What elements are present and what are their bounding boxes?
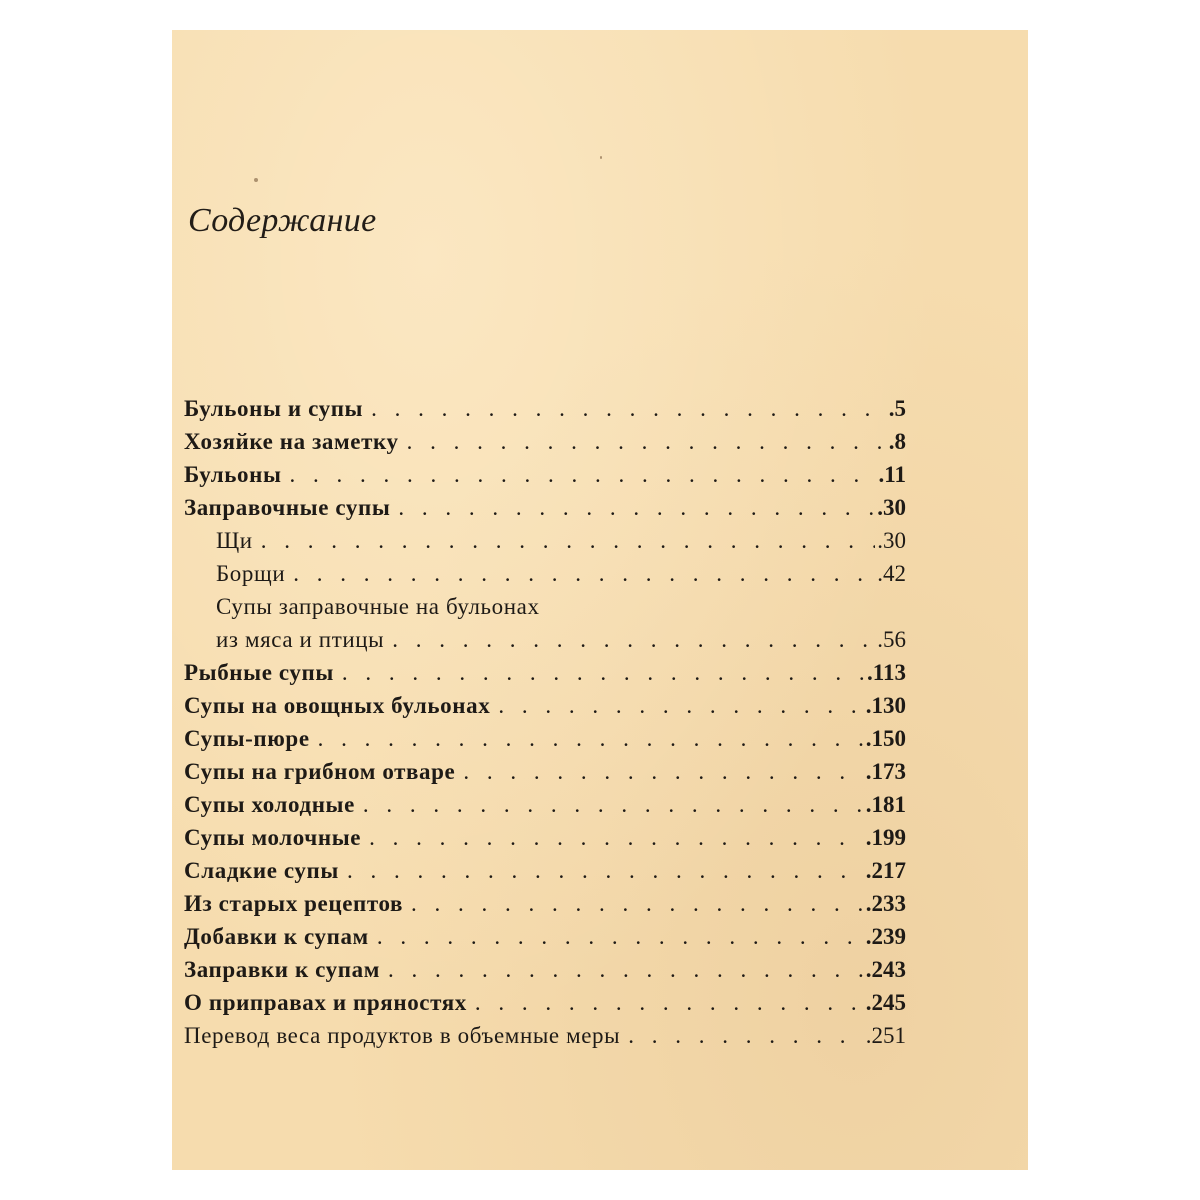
toc-entry[interactable]: [184, 392, 906, 425]
toc-subentry[interactable]: [184, 590, 906, 623]
dot-leader: [342, 656, 865, 689]
toc-entry-title: О приправах и пряностях: [184, 990, 467, 1015]
dot-leader: [407, 425, 887, 458]
toc-entry[interactable]: [184, 689, 906, 722]
dot-leader: [628, 1019, 864, 1052]
ink-speck: [600, 156, 602, 159]
ink-speck: [254, 178, 258, 182]
toc-subentry[interactable]: [184, 524, 906, 557]
toc-entry-title: Супы холодные: [184, 792, 355, 817]
toc-entry-page: .243: [865, 957, 906, 982]
toc-entry-title: Заправки к супам: [184, 957, 380, 982]
dot-leader: [377, 920, 864, 953]
toc-entry-title: из мяса и птицы: [216, 627, 385, 652]
toc-entry-page: .181: [865, 792, 906, 817]
book-page: [172, 30, 1028, 1170]
toc-entry-title: Борщи: [216, 561, 286, 586]
dot-leader: [293, 557, 875, 590]
toc-entry-title: Щи: [216, 528, 253, 553]
contents-heading: Содержание: [188, 202, 377, 239]
toc-entry-title: Заправочные супы: [184, 495, 391, 520]
table-of-contents: [184, 392, 906, 1052]
toc-entry-page: .113: [867, 660, 906, 685]
toc-entry[interactable]: [184, 953, 906, 986]
toc-entry-page: .30: [877, 528, 906, 553]
toc-entry[interactable]: [184, 656, 906, 689]
toc-entry-page: .11: [878, 462, 906, 487]
toc-entry-page: .30: [877, 495, 906, 520]
toc-entry-title: Супы-пюре: [184, 726, 310, 751]
toc-entry-page: .150: [865, 726, 906, 751]
toc-entry-title: Хозяйке на заметку: [184, 429, 399, 454]
toc-entry-page: .233: [865, 891, 906, 916]
toc-entry[interactable]: [184, 821, 906, 854]
toc-entry-title: Супы заправочные на бульонах: [216, 594, 540, 619]
toc-entry[interactable]: [184, 920, 906, 953]
toc-entry[interactable]: [184, 788, 906, 821]
dot-leader: [398, 491, 875, 524]
dot-leader: [261, 524, 876, 557]
toc-entry[interactable]: [184, 986, 906, 1019]
toc-entry-title: Бульоны и супы: [184, 396, 364, 421]
toc-entry-title: Бульоны: [184, 462, 282, 487]
toc-entry[interactable]: [184, 491, 906, 524]
dot-leader: [392, 623, 875, 656]
dot-leader: [371, 392, 887, 425]
toc-entry[interactable]: [184, 755, 906, 788]
dot-leader: [369, 821, 864, 854]
toc-entry-title: Супы на грибном отваре: [184, 759, 456, 784]
dot-leader: [388, 953, 864, 986]
toc-entry[interactable]: [184, 425, 906, 458]
toc-entry[interactable]: [184, 722, 906, 755]
toc-entry-page: .5: [888, 396, 906, 421]
toc-entry[interactable]: [184, 1019, 906, 1052]
dot-leader: [411, 887, 864, 920]
toc-entry-page: .245: [865, 990, 906, 1015]
toc-entry-title: Перевод веса продуктов в объемные меры: [184, 1023, 621, 1048]
toc-entry-page: .217: [865, 858, 906, 883]
toc-subentry[interactable]: [184, 557, 906, 590]
toc-entry[interactable]: [184, 458, 906, 491]
toc-entry-page: .239: [865, 924, 906, 949]
toc-entry-title: Добавки к супам: [184, 924, 369, 949]
dot-leader: [290, 458, 877, 491]
toc-entry-page: .42: [877, 561, 906, 586]
toc-subentry[interactable]: [184, 623, 906, 656]
toc-entry-title: Из старых рецептов: [184, 891, 404, 916]
toc-entry-page: .8: [888, 429, 906, 454]
toc-entry-title: Супы молочные: [184, 825, 362, 850]
toc-entry-page: .130: [865, 693, 906, 718]
toc-entry-page: .251: [865, 1023, 906, 1048]
dot-leader: [475, 986, 864, 1019]
dot-leader: [363, 788, 864, 821]
dot-leader: [347, 854, 864, 887]
toc-entry-title: Супы на овощных бульонах: [184, 693, 491, 718]
dot-leader: [463, 755, 863, 788]
toc-entry-title: Сладкие супы: [184, 858, 339, 883]
toc-entry-page: .199: [865, 825, 906, 850]
toc-entry-title: Рыбные супы: [184, 660, 334, 685]
toc-entry-page: .173: [865, 759, 906, 784]
toc-entry[interactable]: [184, 887, 906, 920]
dot-leader: [498, 689, 863, 722]
toc-entry[interactable]: [184, 854, 906, 887]
toc-entry-page: .56: [877, 627, 906, 652]
dot-leader: [318, 722, 864, 755]
